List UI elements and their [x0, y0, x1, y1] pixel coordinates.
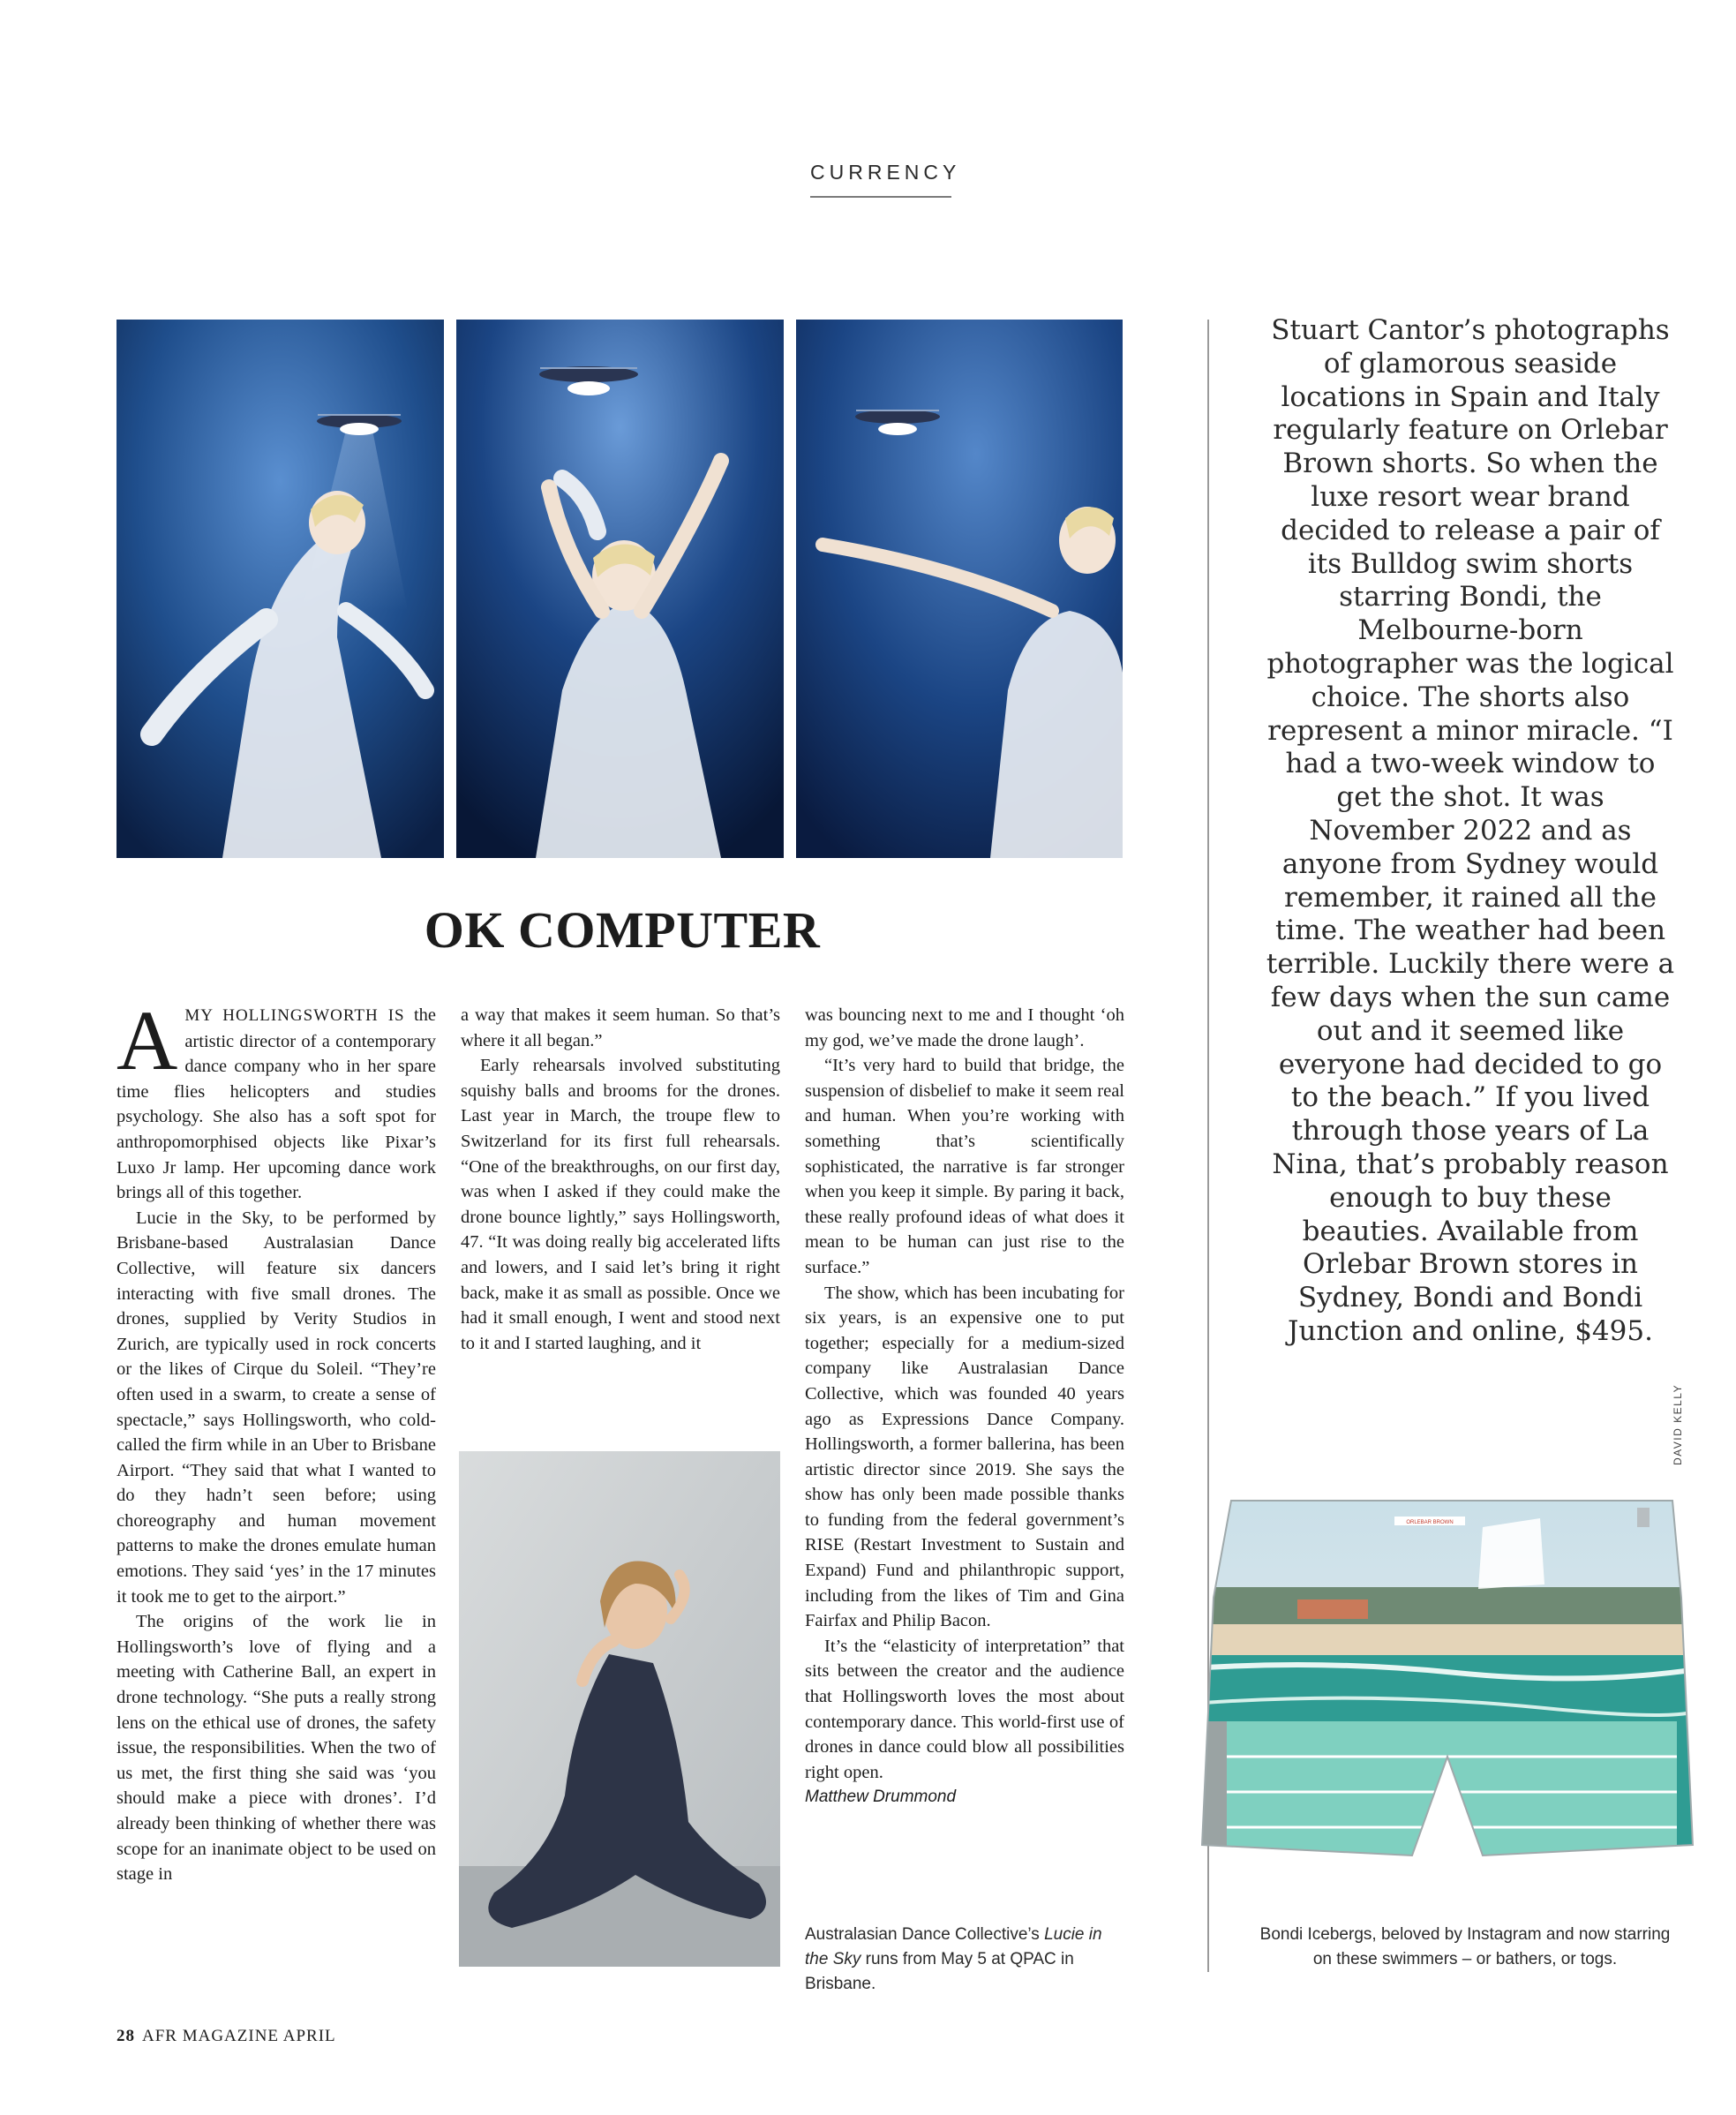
article-column-3: [805, 1003, 1124, 1810]
portrait-photo: [459, 1451, 780, 1967]
swim-shorts-photo: [1191, 1492, 1703, 1871]
svg-text:ORLEBAR BROWN: ORLEBAR BROWN: [1406, 1520, 1454, 1525]
body-paragraph: Lucie in the Sky, to be performed by Brisbane-based Australasian Dance Collective, will feature six dancers interacting with five small drones. The drones, supplied by Verity Studios in Zurich, are typically used in rock concerts or the likes of Cirque du Soleil. “They’re often used in a swarm, to create a sense of spectacle,” says Hollingsworth, who cold-called the firm while in an Uber to Brisbane Airport. “They said that what I wanted to do they hadn’t seen before; using choreography and human movement patterns to make the drones emulate human emotions. They said ‘yes’ in the 17 minutes it took me to get to the airport.”: [116, 1208, 436, 1607]
page-number: 28: [116, 2027, 135, 2045]
lead-caps: MY HOLLINGSWORTH IS: [184, 1006, 405, 1025]
section-underline: [810, 196, 951, 198]
shorts-caption: Bondi Icebergs, beloved by Instagram and now starring on these swimmers – or bathers, or togs.: [1259, 1925, 1671, 1968]
photo-credit: DAVID KELLY: [1672, 1383, 1684, 1465]
body-paragraph: Early rehearsals involved substituting squishy balls and brooms for the drones. Last year in March, the troupe flew to Switzerland for its first full rehearsals. “One of the breakthroughs, on our first day, was when I asked if they could make the drone bounce lightly,” says Hollingsworth, 47. “It was doing really big accelerated lifts and lowers, and I said let’s bring it right back, make it as small as possible. Once we had it small enough, I went and stood next to it and I started laughing, and it: [461, 1056, 780, 1353]
publication-name: AFR MAGAZINE: [142, 2027, 280, 2045]
drone-photo-1: [116, 320, 444, 858]
lead-paragraph: [116, 993, 437, 1206]
sidebar-pull-text: Stuart Cantor’s photographs of glamorous seaside locations in Spain and Italy regularly feature on Orlebar Brown shorts. So when the luxe resort wear brand decided to release a pair of its Bulldog swim shorts starring Bondi, the Melbourne-born photographer was the logical choice. The shorts also represent a minor miracle. “I had a two-week window to get the shot. It was November 2022 and as anyone from Sydney would remember, it rained all the time. The weather had been terrible. Luckily there were a few days when the sun came out and it seemed like everyone had decided to go to the beach.” If you lived through those years of La Nina, that’s probably reason enough to buy these beauties. Available from Orlebar Brown stores in Sydney, Bondi and Bondi Junction and online, $495.: [1266, 314, 1675, 1347]
issue-month: APRIL: [282, 2027, 336, 2045]
article-headline: OK COMPUTER: [424, 901, 821, 959]
body-paragraph: The show, which has been incubating for six years, is an expensive one to put together; especially for a medium-sized company like Australasian Dance Collective, which was founded 40 years ago as Expressions Dance Company. Hollingsworth, a former ballerina, has been artistic director since 2019. She says the show has only been made possible thanks to funding from the federal government’s RISE (Restart Investment to Sustain and Expand) Fund and philanthropic support, including from the likes of Tim and Gina Fairfax and Philip Bacon.: [805, 1283, 1124, 1631]
article-column-2: [461, 1003, 780, 1356]
drop-cap: A: [116, 993, 178, 1088]
drone-photo-2: [456, 320, 784, 858]
page-folio: [116, 2027, 336, 2046]
show-info-note: Australasian Dance Collective’s Lucie in the Sky runs from May 5 at QPAC in Brisbane.: [805, 1925, 1102, 1993]
body-paragraph: was bouncing next to me and I thought ‘oh my god, we’ve made the drone laugh’.: [805, 1005, 1124, 1050]
body-paragraph: a way that makes it seem human. So that’s where it all began.”: [461, 1005, 780, 1050]
byline: Matthew Drummond: [805, 1788, 957, 1807]
section-label: CURRENCY: [810, 161, 961, 184]
show-title: Lucie in the Sky: [805, 1925, 1102, 1968]
article-column-1: [116, 993, 437, 1887]
drone-photo-3: [796, 320, 1123, 858]
body-paragraph: “It’s very hard to build that bridge, the suspension of disbelief to make it seem real and human. When you’re working with something that’s scientifically sophisticated, the narrative is far stronger when you keep it simple. By paring it back, these really profound ideas of what does it mean to be human can just rise to the surface.”: [805, 1056, 1124, 1277]
body-paragraph: The origins of the work lie in Hollingsworth’s love of flying and a meeting with Catherine Ball, an expert in drone technology. “She puts a really strong lens on the ethical use of drones, the safety issue, the responsibilities. When the two of us met, the first thing she said was ‘you should make a piece with drones’. I’d already been thinking of whether there was scope for an inanimate object to be used on stage in: [116, 1612, 436, 1885]
body-paragraph: It’s the “elasticity of interpretation” that sits between the creator and the audience that Hollingsworth loves the most about contemporary dance. This world-first use of drones in dance could blow all possibilities right open.: [805, 1636, 1124, 1782]
lead-text: the artistic director of a contemporary dance company who in her spare time flies helicopters and studies psychology. She also has a soft spot for anthropomorphised objects like Pixar’s Luxo Jr lamp. Her upcoming dance work brings all of this together.: [116, 1005, 437, 1203]
